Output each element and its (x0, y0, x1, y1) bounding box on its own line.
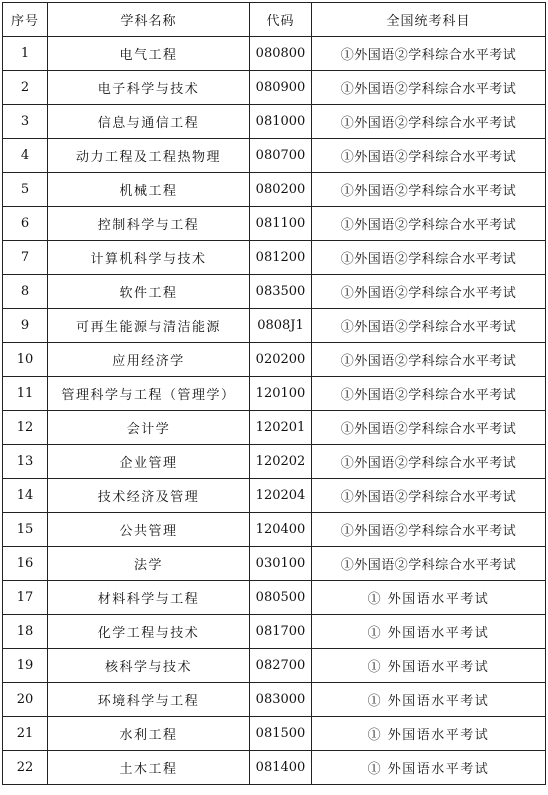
cell-index: 4 (3, 139, 48, 173)
cell-exam-subjects: ①外国语②学科综合水平考试 (312, 547, 546, 581)
cell-subject-code: 120201 (250, 411, 312, 445)
cell-exam-subjects: ① 外国语水平考试 (312, 581, 546, 615)
cell-subject-code: 080700 (250, 139, 312, 173)
cell-exam-subjects: ①外国语②学科综合水平考试 (312, 71, 546, 105)
cell-index: 22 (3, 751, 48, 785)
cell-subject-name: 软件工程 (48, 275, 250, 309)
cell-exam-subjects: ①外国语②学科综合水平考试 (312, 309, 546, 343)
header-exam: 全国统考科目 (312, 3, 546, 37)
cell-subject-name: 环境科学与工程 (48, 683, 250, 717)
cell-subject-name: 技术经济及管理 (48, 479, 250, 513)
table-row (3, 343, 546, 377)
cell-index: 7 (3, 241, 48, 275)
cell-index: 20 (3, 683, 48, 717)
cell-exam-subjects: ①外国语②学科综合水平考试 (312, 207, 546, 241)
cell-subject-name: 应用经济学 (48, 343, 250, 377)
cell-subject-name: 管理科学与工程（管理学） (48, 377, 250, 411)
cell-exam-subjects: ①外国语②学科综合水平考试 (312, 241, 546, 275)
cell-index: 6 (3, 207, 48, 241)
cell-subject-code: 120204 (250, 479, 312, 513)
cell-subject-code: 081400 (250, 751, 312, 785)
cell-subject-name: 动力工程及工程热物理 (48, 139, 250, 173)
table-row (3, 479, 546, 513)
cell-subject-name: 企业管理 (48, 445, 250, 479)
header-row (3, 3, 546, 37)
cell-index: 17 (3, 581, 48, 615)
table-row (3, 513, 546, 547)
cell-subject-name: 法学 (48, 547, 250, 581)
table-row (3, 411, 546, 445)
table-row (3, 581, 546, 615)
cell-exam-subjects: ①外国语②学科综合水平考试 (312, 139, 546, 173)
cell-exam-subjects: ① 外国语水平考试 (312, 683, 546, 717)
cell-subject-code: 080500 (250, 581, 312, 615)
cell-subject-name: 可再生能源与清洁能源 (48, 309, 250, 343)
table-row (3, 105, 546, 139)
cell-index: 16 (3, 547, 48, 581)
cell-index: 11 (3, 377, 48, 411)
cell-exam-subjects: ①外国语②学科综合水平考试 (312, 479, 546, 513)
cell-subject-code: 080800 (250, 37, 312, 71)
cell-subject-name: 计算机科学与技术 (48, 241, 250, 275)
table-row (3, 241, 546, 275)
cell-exam-subjects: ① 外国语水平考试 (312, 649, 546, 683)
cell-exam-subjects: ①外国语②学科综合水平考试 (312, 37, 546, 71)
cell-index: 18 (3, 615, 48, 649)
table-row (3, 445, 546, 479)
cell-index: 5 (3, 173, 48, 207)
cell-subject-name: 化学工程与技术 (48, 615, 250, 649)
header-name: 学科名称 (48, 3, 250, 37)
table-row (3, 275, 546, 309)
cell-index: 8 (3, 275, 48, 309)
cell-subject-name: 水利工程 (48, 717, 250, 751)
subjects-table (2, 2, 546, 785)
cell-exam-subjects: ①外国语②学科综合水平考试 (312, 173, 546, 207)
cell-exam-subjects: ① 外国语水平考试 (312, 615, 546, 649)
cell-subject-code: 081200 (250, 241, 312, 275)
table-row (3, 615, 546, 649)
cell-subject-name: 土木工程 (48, 751, 250, 785)
table-row (3, 207, 546, 241)
cell-subject-code: 030100 (250, 547, 312, 581)
cell-exam-subjects: ①外国语②学科综合水平考试 (312, 105, 546, 139)
table-row (3, 547, 546, 581)
cell-subject-code: 080200 (250, 173, 312, 207)
cell-index: 13 (3, 445, 48, 479)
table-row (3, 309, 546, 343)
table-header (3, 3, 546, 37)
header-code: 代码 (250, 3, 312, 37)
table-body (3, 37, 546, 785)
cell-exam-subjects: ①外国语②学科综合水平考试 (312, 445, 546, 479)
table-row (3, 71, 546, 105)
cell-subject-code: 081500 (250, 717, 312, 751)
cell-subject-name: 公共管理 (48, 513, 250, 547)
cell-subject-name: 控制科学与工程 (48, 207, 250, 241)
cell-index: 3 (3, 105, 48, 139)
cell-subject-code: 081100 (250, 207, 312, 241)
cell-subject-code: 080900 (250, 71, 312, 105)
cell-subject-code: 120400 (250, 513, 312, 547)
table-row (3, 37, 546, 71)
cell-index: 14 (3, 479, 48, 513)
cell-exam-subjects: ①外国语②学科综合水平考试 (312, 343, 546, 377)
table-row (3, 649, 546, 683)
cell-index: 9 (3, 309, 48, 343)
cell-exam-subjects: ① 外国语水平考试 (312, 751, 546, 785)
cell-subject-code: 081000 (250, 105, 312, 139)
cell-exam-subjects: ①外国语②学科综合水平考试 (312, 513, 546, 547)
table-row (3, 139, 546, 173)
cell-subject-name: 核科学与技术 (48, 649, 250, 683)
cell-index: 19 (3, 649, 48, 683)
cell-subject-code: 0808J1 (250, 309, 312, 343)
cell-index: 1 (3, 37, 48, 71)
cell-index: 2 (3, 71, 48, 105)
cell-index: 12 (3, 411, 48, 445)
table-row (3, 683, 546, 717)
table-row (3, 173, 546, 207)
header-index: 序号 (3, 3, 48, 37)
cell-index: 10 (3, 343, 48, 377)
cell-subject-name: 会计学 (48, 411, 250, 445)
cell-exam-subjects: ① 外国语水平考试 (312, 717, 546, 751)
cell-subject-name: 信息与通信工程 (48, 105, 250, 139)
cell-exam-subjects: ①外国语②学科综合水平考试 (312, 275, 546, 309)
cell-index: 15 (3, 513, 48, 547)
cell-subject-name: 机械工程 (48, 173, 250, 207)
cell-subject-name: 材料科学与工程 (48, 581, 250, 615)
cell-index: 21 (3, 717, 48, 751)
cell-subject-code: 082700 (250, 649, 312, 683)
table-row (3, 751, 546, 785)
cell-subject-code: 020200 (250, 343, 312, 377)
cell-subject-code: 120100 (250, 377, 312, 411)
cell-exam-subjects: ①外国语②学科综合水平考试 (312, 411, 546, 445)
cell-exam-subjects: ①外国语②学科综合水平考试 (312, 377, 546, 411)
cell-subject-code: 083500 (250, 275, 312, 309)
table-row (3, 717, 546, 751)
cell-subject-name: 电子科学与技术 (48, 71, 250, 105)
cell-subject-code: 083000 (250, 683, 312, 717)
cell-subject-code: 120202 (250, 445, 312, 479)
cell-subject-code: 081700 (250, 615, 312, 649)
cell-subject-name: 电气工程 (48, 37, 250, 71)
table-row (3, 377, 546, 411)
